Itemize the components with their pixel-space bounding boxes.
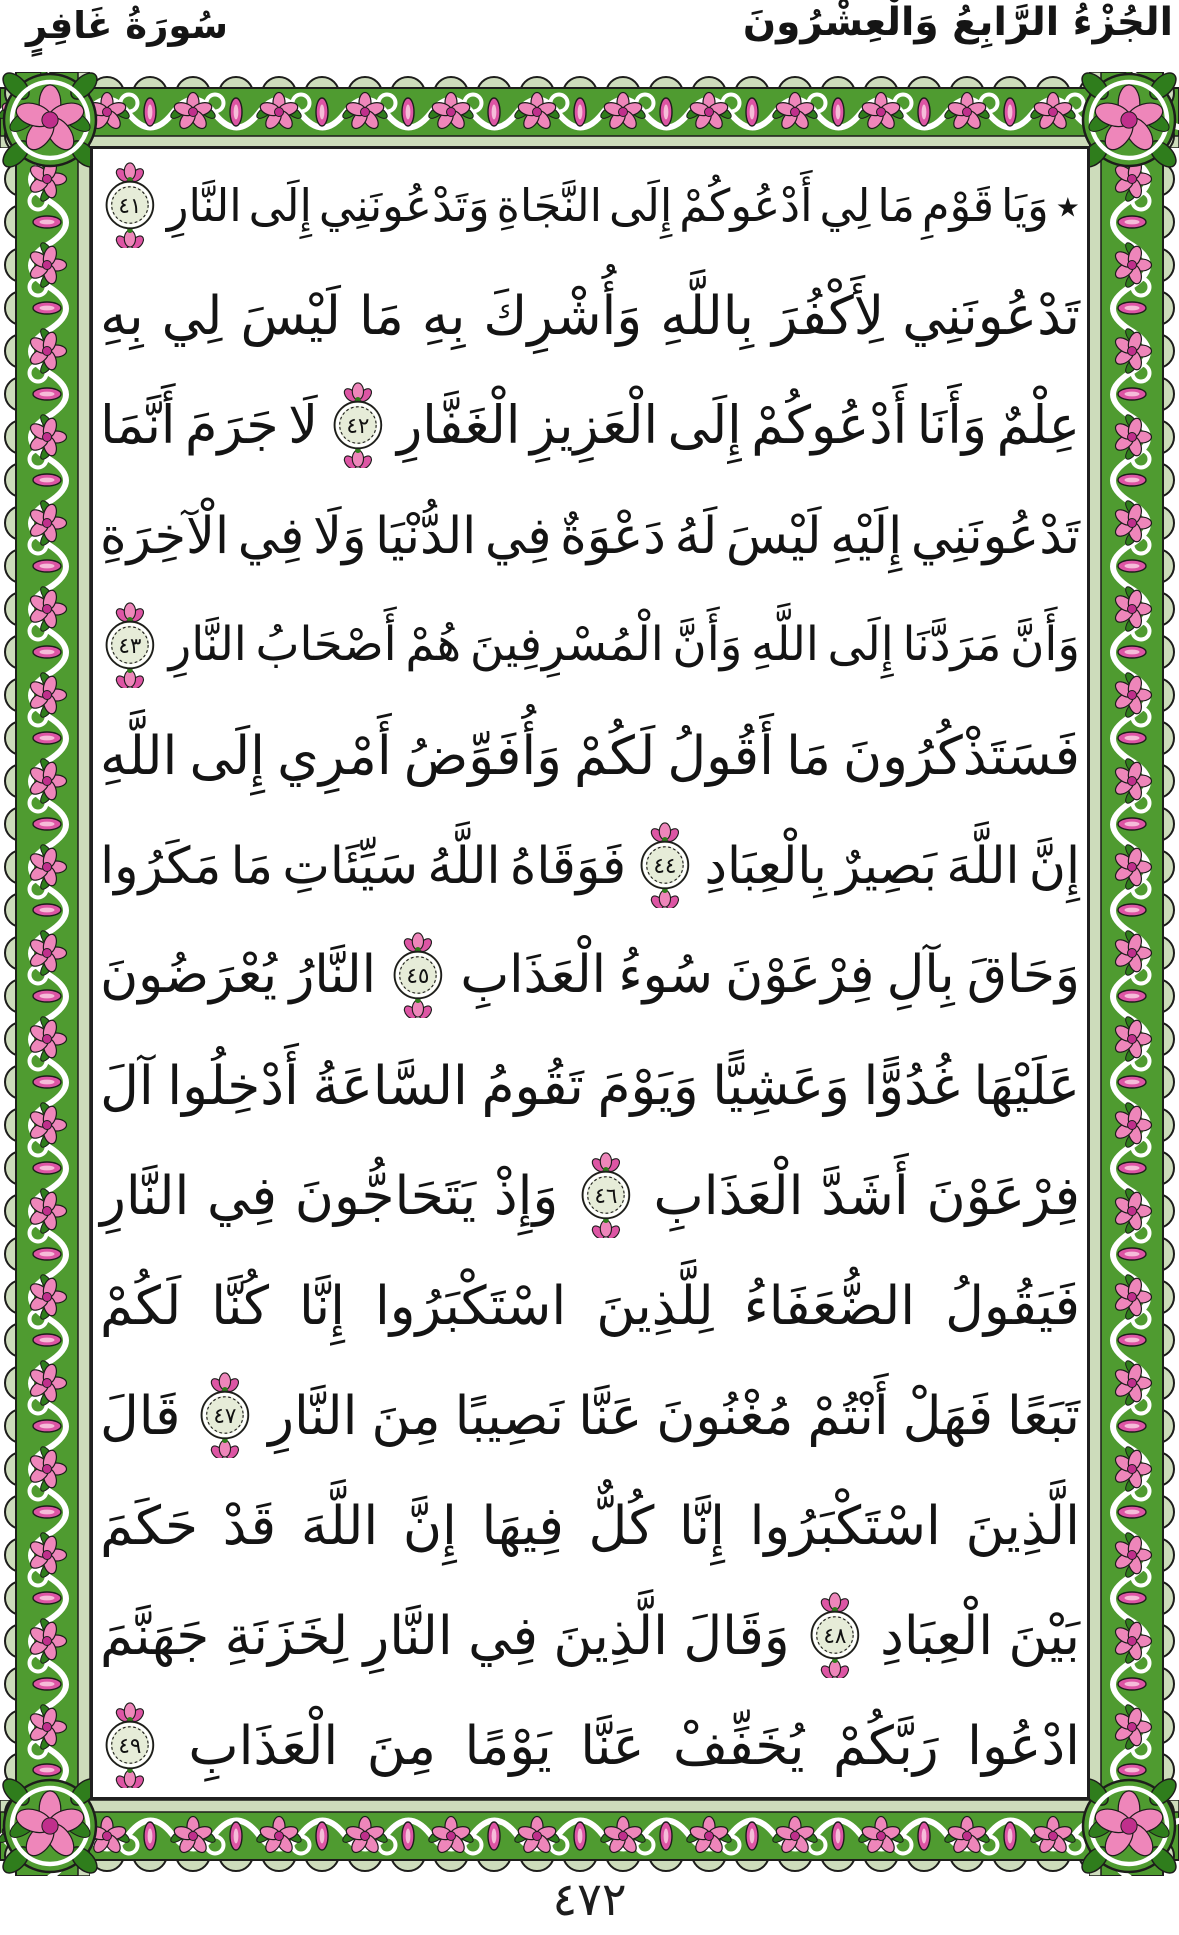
quran-word: فِرْعَوْنَ [926,1163,1080,1227]
quran-word: هُمْ [405,618,462,672]
quran-word: ٭ [1055,178,1080,232]
quran-word: أَمْرِي [277,723,392,787]
quran-word: لَا [288,394,319,456]
quran-word: قَالَ [100,1383,181,1447]
quran-word: وَحَاقَ [966,945,1080,1005]
quran-word: مَا [786,723,831,787]
quran-word: تَدْعُونَنِي [902,283,1080,347]
quran-line [100,480,1080,590]
quran-word: الضُّعَفَاءُ [743,1273,916,1337]
quran-word: أَدْعُوكُمْ [679,178,813,232]
quran-word: وَأُفَوِّضُ [403,723,562,787]
decorative-border-bottom [0,1800,1179,1876]
quran-word: عِلْمٌ [996,394,1080,456]
quran-word: الَّذِينَ [965,1493,1080,1557]
juz-title: الجُزْءُ الرَّابِعُ وَالْعِشْرُونَ [742,0,1173,45]
quran-word: لَيْسَ [725,505,822,565]
svg-text:٤٣: ٤٣ [118,633,142,659]
quran-word: أَدْعُوكُمْ [751,394,908,456]
quran-word: أَصْحَابُ [255,618,397,672]
quran-word: مَا [877,178,915,232]
verse-number-medallion [100,602,160,688]
quran-word: بِهِ [100,283,144,347]
quran-word: إِنَّا [299,1273,345,1337]
quran-word: اللَّهِ [100,723,178,787]
quran-word: فَيَقُولُ [945,1273,1080,1337]
quran-line [100,370,1080,480]
quran-word: بَصِيرٌ [836,835,938,895]
quran-word: إِلَى [667,394,742,456]
quran-word: النَّارِ [100,1163,190,1227]
verse-number-medallion [805,1592,865,1678]
quran-word: إِنَّا [679,1493,725,1557]
quran-word: الْغَفَّارِ [396,394,521,456]
quran-word: مَا [230,835,274,895]
quran-word: لِي [161,283,223,347]
quran-word: فَوَقَاهُ [509,835,627,895]
quran-word: النَّارِ [268,1383,358,1447]
quran-word: أَدْخِلُوا [167,1053,299,1117]
quran-word: إِلَى [608,178,673,232]
quran-word: إِنَّ [402,1493,457,1557]
quran-word: لَهُ [674,505,718,565]
quran-word: عَلَيْهَا [973,1053,1080,1117]
page-number: ٤٧٢ [552,1872,627,1926]
quran-word: أَنَّمَا [100,394,176,456]
quran-word: السَّاعَةُ [312,1053,468,1117]
quran-word: الْآخِرَةِ [100,505,230,565]
decorative-border-left [0,72,90,1876]
quran-word: النَّارُ [289,945,377,1005]
quran-word: اللَّهُ [427,835,501,895]
quran-word: فِي [484,505,552,565]
verse-number-medallion [635,822,695,908]
surah-title: سُورَةُ غَافِرٍ [26,4,229,47]
quran-line [100,1030,1080,1140]
quran-text-area [100,150,1080,1800]
svg-text:٤٥: ٤٥ [406,963,430,989]
quran-word: وَلَا [312,505,367,565]
quran-word: ادْعُوا [967,1713,1080,1777]
quran-word: إِنَّ [1028,835,1080,895]
verse-number-medallion [388,932,448,1018]
quran-word: دَعْوَةٌ [560,505,666,565]
quran-line [100,260,1080,370]
quran-line [100,1690,1080,1800]
quran-word: وَأَنَا [916,394,988,456]
quran-word: مُغْنُونَ [656,1383,794,1447]
quran-word: مَرَدَّنَا [902,618,1002,672]
quran-word: وَقَالَ [683,1603,790,1667]
quran-word: الَّذِينَ [553,1603,668,1667]
quran-word: كُلٌّ [588,1493,655,1557]
quran-word: الْعِبَادِ [880,1603,994,1667]
verse-number-medallion [100,1702,160,1788]
quran-word: النَّجَاةِ [496,178,603,232]
quran-word: وَإِذْ [493,1163,559,1227]
quran-word: رَبَّكُمْ [833,1713,939,1777]
quran-word: فِرْعَوْنَ [725,945,875,1005]
quran-word: إِلَى [248,178,312,232]
quran-word: مِنَ [371,1383,441,1447]
verse-number-medallion [195,1372,255,1458]
quran-word: لَكُمْ [100,1273,182,1337]
quran-word: فَسَتَذْكُرُونَ [842,723,1080,787]
quran-line [100,1360,1080,1470]
quran-word: قَوْمِ [921,178,995,232]
quran-word: فِيهَا [481,1493,564,1557]
quran-word: اللَّهَ [946,835,1020,895]
quran-word: فِي [468,1603,539,1667]
quran-word: وَتَدْعُونَنِي [318,178,490,232]
quran-word: عَنَّا [580,1713,645,1777]
quran-word: وَأُشْرِكَ [483,283,643,347]
quran-word: يُعْرَضُونَ [100,945,278,1005]
quran-line [100,920,1080,1030]
svg-text:٤٧: ٤٧ [212,1403,236,1429]
quran-word: نَصِيبًا [454,1383,565,1447]
quran-word: عَنَّا [578,1383,643,1447]
quran-word: اسْتَكْبَرُوا [374,1273,567,1337]
quran-word: الْعَزِيزِ [529,394,659,456]
quran-word: لِأَكْفُرَ [771,283,885,347]
quran-word: يُخَفِّفْ [673,1713,805,1777]
quran-word: أَقُولُ [667,723,774,787]
quran-word: آلَ [100,1053,154,1117]
quran-word: سُوءُ [618,945,713,1005]
quran-word: لِلَّذِينَ [596,1273,714,1337]
svg-text:٤١: ٤١ [118,193,142,219]
quran-word: الْعَذَابِ [188,1713,339,1777]
quran-word: اسْتَكْبَرُوا [749,1493,941,1557]
quran-word: بِالْعِبَادِ [704,835,827,895]
quran-word: وَيَوْمَ [597,1053,699,1117]
quran-line [100,1470,1080,1580]
quran-word: يَوْمًا [464,1713,552,1777]
quran-word: حَكَمَ [100,1493,199,1557]
quran-word: غُدُوًّا [863,1053,960,1117]
quran-word: تَقُومُ [481,1053,584,1117]
quran-word: النَّارِ [166,178,242,232]
svg-text:٤٩: ٤٩ [118,1733,142,1759]
quran-word: اللَّهِ [751,618,819,672]
quran-word: جَهَنَّمَ [100,1603,210,1667]
quran-line [100,810,1080,920]
verse-number-medallion [576,1152,636,1238]
quran-line [100,1140,1080,1250]
quran-word: الدُّنْيَا [375,505,477,565]
quran-word: كُنَّا [211,1273,270,1337]
quran-word: النَّارِ [363,1603,453,1667]
svg-text:٤٢: ٤٢ [345,413,370,439]
quran-word: إِلَيْهِ [830,505,903,565]
quran-word: تَدْعُونَنِي [910,505,1080,565]
quran-word: مَا [358,283,404,347]
quran-word: لِي [819,178,871,232]
quran-word: جَرَمَ [185,394,279,456]
quran-word: وَأَنَّ [672,618,743,672]
quran-word: وَأَنَّ [1010,618,1080,672]
quran-word: بِآلِ [886,945,955,1005]
quran-word: لَكُمْ [574,723,656,787]
quran-line [100,1580,1080,1690]
verse-number-medallion [328,382,388,468]
svg-text:٤٤: ٤٤ [653,853,677,879]
quran-line [100,700,1080,810]
quran-word: يَتَحَاجُّونَ [294,1163,477,1227]
quran-word: فِي [207,1163,278,1227]
quran-line [100,1250,1080,1360]
quran-word: لِخَزَنَةِ [224,1603,349,1667]
quran-word: إِلَى [189,723,266,787]
quran-word: الْعَذَابِ [653,1163,804,1227]
decorative-border-top [0,72,1179,148]
quran-word: فَهَلْ [902,1383,994,1447]
quran-word: أَنْتُمْ [807,1383,889,1447]
svg-text:٤٨: ٤٨ [823,1623,847,1649]
quran-word: النَّارِ [168,618,247,672]
quran-word: إِلَى [827,618,894,672]
svg-text:٤٦: ٤٦ [594,1183,618,1209]
quran-word: بَيْنَ [1008,1603,1080,1667]
quran-line [100,590,1080,700]
quran-line [100,150,1080,260]
quran-word: وَيَا [1000,178,1049,232]
quran-word: مِنَ [366,1713,436,1777]
quran-word: تَبَعًا [1007,1383,1080,1447]
quran-word: الْعَذَابِ [460,945,607,1005]
quran-word: قَدْ [222,1493,277,1557]
quran-word: أَشَدَّ [821,1163,909,1227]
quran-word: سَيِّئَاتِ [282,835,419,895]
decorative-border-right [1089,72,1179,1876]
quran-word: فِي [237,505,305,565]
verse-number-medallion [100,162,160,248]
quran-word: وَعَشِيًّا [712,1053,850,1117]
quran-word: مَكَرُوا [100,835,222,895]
quran-word: لَيْسَ [240,283,341,347]
quran-word: بِهِ [421,283,466,347]
quran-word: بِاللَّهِ [660,283,754,347]
quran-word: الْمُسْرِفِينَ [469,618,664,672]
quran-word: اللَّهَ [300,1493,379,1557]
